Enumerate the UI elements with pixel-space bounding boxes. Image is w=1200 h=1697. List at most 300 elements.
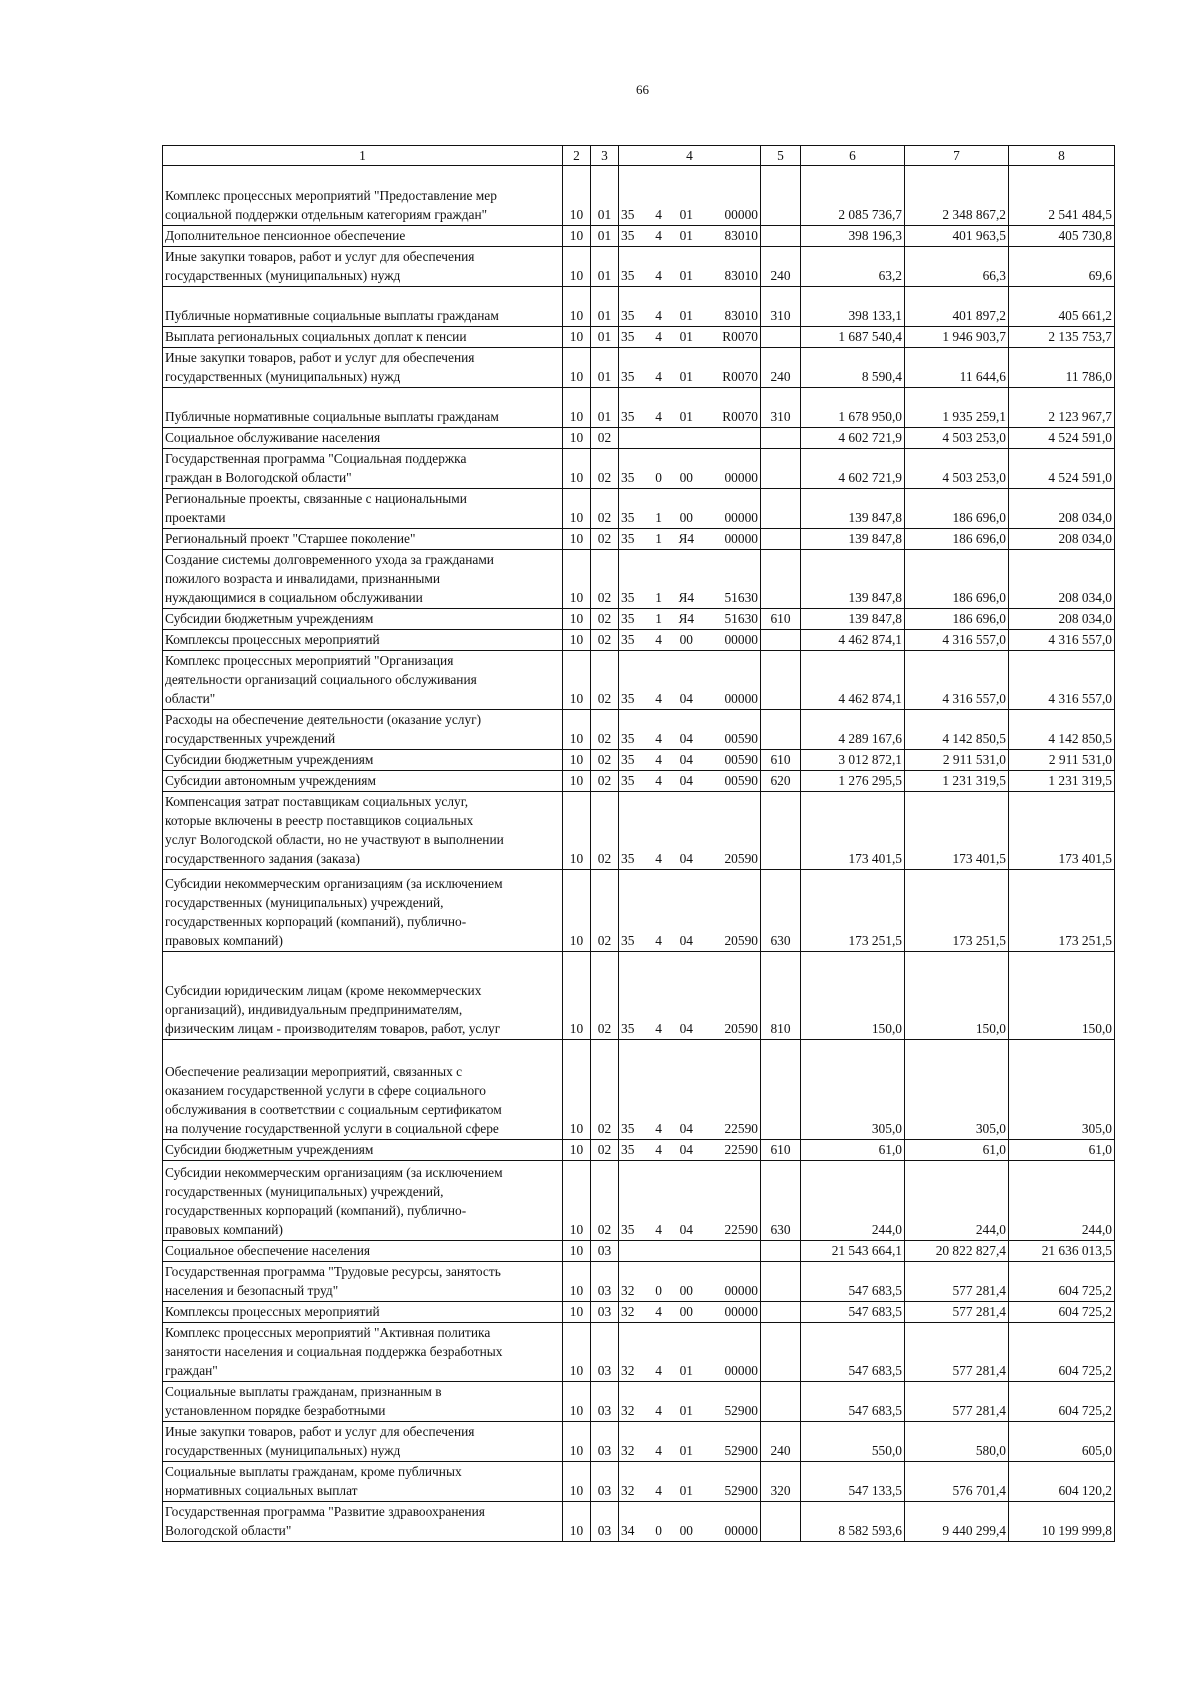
row-target-code bbox=[619, 1140, 761, 1161]
row-value-year-3: 405 661,2 bbox=[1009, 287, 1115, 327]
row-subsection: 01 bbox=[591, 166, 619, 226]
code-part-k4: 83010 bbox=[724, 228, 758, 243]
code-part-k2: 1 bbox=[655, 510, 662, 525]
row-value-year-1: 63,2 bbox=[801, 247, 905, 287]
code-part-k4: 52900 bbox=[724, 1403, 758, 1418]
row-value-year-3: 4 316 557,0 bbox=[1009, 630, 1115, 651]
code-part-k1: 32 bbox=[621, 1283, 635, 1298]
row-value-year-3: 10 199 999,8 bbox=[1009, 1502, 1115, 1542]
code-part-k3: 04 bbox=[679, 691, 693, 706]
row-value-year-3: 604 725,2 bbox=[1009, 1302, 1115, 1323]
row-subsection: 02 bbox=[591, 630, 619, 651]
table-row bbox=[163, 226, 1115, 247]
row-value-year-3: 4 316 557,0 bbox=[1009, 651, 1115, 710]
row-value-year-1: 61,0 bbox=[801, 1140, 905, 1161]
row-subsection: 02 bbox=[591, 792, 619, 870]
code-part-k3: 04 bbox=[679, 851, 693, 866]
code-part-k1: 32 bbox=[621, 1304, 635, 1319]
code-part-k3: 01 bbox=[679, 308, 693, 323]
row-name: Социальное обеспечение населения bbox=[163, 1241, 563, 1262]
row-value-year-2: 173 401,5 bbox=[905, 792, 1009, 870]
row-expense-type bbox=[761, 449, 801, 489]
row-subsection: 01 bbox=[591, 327, 619, 348]
row-value-year-3: 21 636 013,5 bbox=[1009, 1241, 1115, 1262]
row-value-year-3: 173 401,5 bbox=[1009, 792, 1115, 870]
row-value-year-3: 208 034,0 bbox=[1009, 550, 1115, 609]
code-part-k1: 35 bbox=[621, 228, 635, 243]
row-name: Региональные проекты, связанные с национальными проектами bbox=[163, 489, 563, 529]
row-name: Социальные выплаты гражданам, признанным в установленном порядке безработными bbox=[163, 1382, 563, 1422]
row-value-year-3: 2 911 531,0 bbox=[1009, 750, 1115, 771]
row-target-code bbox=[619, 771, 761, 792]
row-value-year-3: 11 786,0 bbox=[1009, 348, 1115, 388]
header-col-3: 3 bbox=[591, 146, 619, 166]
table-row bbox=[163, 550, 1115, 609]
row-target-code bbox=[619, 1502, 761, 1542]
row-expense-type bbox=[761, 166, 801, 226]
row-section: 10 bbox=[563, 609, 591, 630]
row-value-year-3: 4 524 591,0 bbox=[1009, 449, 1115, 489]
code-part-k3: 04 bbox=[679, 731, 693, 746]
row-value-year-1: 4 462 874,1 bbox=[801, 651, 905, 710]
code-part-k4: 00000 bbox=[724, 470, 758, 485]
row-section: 10 bbox=[563, 1382, 591, 1422]
row-section: 10 bbox=[563, 792, 591, 870]
row-name: Субсидии некоммерческим организациям (за исключением государственных (муниципальных) учреждений, государственных корпораций (компаний), публично- правовых компаний) bbox=[163, 1161, 563, 1241]
table-row bbox=[163, 771, 1115, 792]
code-part-k1: 32 bbox=[621, 1483, 635, 1498]
row-name: Иные закупки товаров, работ и услуг для обеспечения государственных (муниципальных) нужд bbox=[163, 247, 563, 287]
code-part-k1: 35 bbox=[621, 207, 635, 222]
row-target-code bbox=[619, 1462, 761, 1502]
row-section: 10 bbox=[563, 750, 591, 771]
code-part-k2: 4 bbox=[655, 1403, 662, 1418]
code-part-k2: 4 bbox=[655, 409, 662, 424]
row-section: 10 bbox=[563, 489, 591, 529]
code-part-k4: 00000 bbox=[724, 207, 758, 222]
table-row bbox=[163, 1462, 1115, 1502]
row-value-year-1: 139 847,8 bbox=[801, 550, 905, 609]
code-part-k2: 0 bbox=[655, 470, 662, 485]
row-name: Субсидии бюджетным учреждениям bbox=[163, 750, 563, 771]
table-row bbox=[163, 529, 1115, 550]
table-row bbox=[163, 287, 1115, 327]
row-value-year-2: 1 946 903,7 bbox=[905, 327, 1009, 348]
code-part-k4: 00000 bbox=[724, 1363, 758, 1378]
row-expense-type bbox=[761, 428, 801, 449]
row-expense-type: 240 bbox=[761, 247, 801, 287]
row-value-year-1: 150,0 bbox=[801, 952, 905, 1040]
row-subsection: 02 bbox=[591, 550, 619, 609]
row-value-year-3: 604 120,2 bbox=[1009, 1462, 1115, 1502]
code-part-k1: 35 bbox=[621, 731, 635, 746]
row-value-year-3: 208 034,0 bbox=[1009, 609, 1115, 630]
row-subsection: 01 bbox=[591, 287, 619, 327]
code-part-k1: 35 bbox=[621, 268, 635, 283]
header-col-4: 4 bbox=[619, 146, 761, 166]
row-subsection: 02 bbox=[591, 428, 619, 449]
row-subsection: 02 bbox=[591, 651, 619, 710]
code-part-k1: 35 bbox=[621, 470, 635, 485]
table-row bbox=[163, 1140, 1115, 1161]
row-value-year-2: 244,0 bbox=[905, 1161, 1009, 1241]
row-section: 10 bbox=[563, 287, 591, 327]
table-row bbox=[163, 1422, 1115, 1462]
row-subsection: 02 bbox=[591, 952, 619, 1040]
row-section: 10 bbox=[563, 630, 591, 651]
table-row bbox=[163, 1241, 1115, 1262]
row-section: 10 bbox=[563, 1462, 591, 1502]
row-expense-type: 310 bbox=[761, 388, 801, 428]
row-subsection: 01 bbox=[591, 226, 619, 247]
row-value-year-2: 66,3 bbox=[905, 247, 1009, 287]
row-value-year-2: 305,0 bbox=[905, 1040, 1009, 1140]
code-part-k3: 04 bbox=[679, 1142, 693, 1157]
row-name: Выплата региональных социальных доплат к пенсии bbox=[163, 327, 563, 348]
code-part-k4: 22590 bbox=[724, 1121, 758, 1136]
code-part-k2: 4 bbox=[655, 632, 662, 647]
table-body bbox=[163, 166, 1115, 1542]
row-value-year-3: 605,0 bbox=[1009, 1422, 1115, 1462]
row-value-year-2: 2 348 867,2 bbox=[905, 166, 1009, 226]
code-part-k3: 01 bbox=[679, 1483, 693, 1498]
row-value-year-1: 2 085 736,7 bbox=[801, 166, 905, 226]
row-subsection: 02 bbox=[591, 449, 619, 489]
code-part-k4: 22590 bbox=[724, 1222, 758, 1237]
row-expense-type bbox=[761, 1262, 801, 1302]
row-section: 10 bbox=[563, 1422, 591, 1462]
row-value-year-2: 186 696,0 bbox=[905, 609, 1009, 630]
row-subsection: 01 bbox=[591, 348, 619, 388]
row-name: Комплексы процессных мероприятий bbox=[163, 630, 563, 651]
row-value-year-2: 1 935 259,1 bbox=[905, 388, 1009, 428]
code-part-k2: 4 bbox=[655, 1021, 662, 1036]
row-expense-type bbox=[761, 630, 801, 651]
row-value-year-1: 4 462 874,1 bbox=[801, 630, 905, 651]
code-part-k2: 4 bbox=[655, 1142, 662, 1157]
row-expense-type: 610 bbox=[761, 750, 801, 771]
row-subsection: 03 bbox=[591, 1382, 619, 1422]
code-part-k3: 04 bbox=[679, 1021, 693, 1036]
row-value-year-2: 150,0 bbox=[905, 952, 1009, 1040]
code-part-k2: 4 bbox=[655, 329, 662, 344]
row-name: Публичные нормативные социальные выплаты гражданам bbox=[163, 388, 563, 428]
row-value-year-3: 150,0 bbox=[1009, 952, 1115, 1040]
row-expense-type: 810 bbox=[761, 952, 801, 1040]
row-name: Комплекс процессных мероприятий "Организация деятельности организаций социального обслуживания области" bbox=[163, 651, 563, 710]
row-expense-type bbox=[761, 1241, 801, 1262]
header-col-1: 1 bbox=[163, 146, 563, 166]
row-subsection: 03 bbox=[591, 1241, 619, 1262]
row-target-code bbox=[619, 609, 761, 630]
row-value-year-1: 547 683,5 bbox=[801, 1302, 905, 1323]
row-target-code bbox=[619, 449, 761, 489]
row-value-year-3: 4 524 591,0 bbox=[1009, 428, 1115, 449]
row-value-year-1: 8 582 593,6 bbox=[801, 1502, 905, 1542]
row-section: 10 bbox=[563, 529, 591, 550]
row-value-year-3: 244,0 bbox=[1009, 1161, 1115, 1241]
code-part-k4: 00590 bbox=[724, 752, 758, 767]
code-part-k4: 00000 bbox=[724, 531, 758, 546]
row-target-code bbox=[619, 1302, 761, 1323]
row-name: Обеспечение реализации мероприятий, связанных с оказанием государственной услуги в сфере социального обслуживания в соответствии с социальным сертификатом на получение государственной услуги в социальной сфере bbox=[163, 1040, 563, 1140]
code-part-k3: 04 bbox=[679, 1121, 693, 1136]
row-section: 10 bbox=[563, 1323, 591, 1382]
row-target-code bbox=[619, 489, 761, 529]
table-row bbox=[163, 489, 1115, 529]
row-value-year-1: 398 133,1 bbox=[801, 287, 905, 327]
row-value-year-2: 186 696,0 bbox=[905, 550, 1009, 609]
row-subsection: 02 bbox=[591, 870, 619, 952]
code-part-k4: 22590 bbox=[724, 1142, 758, 1157]
code-part-k4: R0070 bbox=[722, 409, 758, 424]
row-section: 10 bbox=[563, 348, 591, 388]
code-part-k1: 35 bbox=[621, 329, 635, 344]
code-part-k3: 04 bbox=[679, 773, 693, 788]
row-expense-type: 610 bbox=[761, 1140, 801, 1161]
code-part-k1: 35 bbox=[621, 752, 635, 767]
table-row bbox=[163, 1502, 1115, 1542]
row-value-year-2: 580,0 bbox=[905, 1422, 1009, 1462]
code-part-k3: Я4 bbox=[678, 611, 695, 626]
row-section: 10 bbox=[563, 1262, 591, 1302]
row-name: Субсидии бюджетным учреждениям bbox=[163, 609, 563, 630]
code-part-k4: 00590 bbox=[724, 773, 758, 788]
row-subsection: 02 bbox=[591, 1040, 619, 1140]
row-expense-type bbox=[761, 489, 801, 529]
code-part-k1: 35 bbox=[621, 531, 635, 546]
row-subsection: 02 bbox=[591, 489, 619, 529]
code-part-k4: 00000 bbox=[724, 1283, 758, 1298]
row-value-year-2: 61,0 bbox=[905, 1140, 1009, 1161]
table-row bbox=[163, 952, 1115, 1040]
code-part-k4: 00000 bbox=[724, 1304, 758, 1319]
row-section: 10 bbox=[563, 1502, 591, 1542]
row-name: Субсидии некоммерческим организациям (за исключением государственных (муниципальных) учреждений, государственных корпораций (компаний), публично- правовых компаний) bbox=[163, 870, 563, 952]
row-subsection: 02 bbox=[591, 750, 619, 771]
table-row bbox=[163, 247, 1115, 287]
table-row bbox=[163, 870, 1115, 952]
row-value-year-3: 2 541 484,5 bbox=[1009, 166, 1115, 226]
header-col-5: 5 bbox=[761, 146, 801, 166]
row-value-year-1: 547 133,5 bbox=[801, 1462, 905, 1502]
code-part-k2: 4 bbox=[655, 851, 662, 866]
row-value-year-3: 2 135 753,7 bbox=[1009, 327, 1115, 348]
row-section: 10 bbox=[563, 327, 591, 348]
header-row bbox=[163, 146, 1115, 166]
row-value-year-1: 139 847,8 bbox=[801, 609, 905, 630]
code-part-k3: 04 bbox=[679, 1222, 693, 1237]
row-target-code bbox=[619, 1262, 761, 1302]
code-part-k2: 4 bbox=[655, 228, 662, 243]
row-name: Создание системы долговременного ухода за гражданами пожилого возраста и инвалидами, признанными нуждающимися в социальном обслуживании bbox=[163, 550, 563, 609]
row-value-year-1: 4 602 721,9 bbox=[801, 428, 905, 449]
table-row bbox=[163, 388, 1115, 428]
row-expense-type: 240 bbox=[761, 348, 801, 388]
code-part-k1: 35 bbox=[621, 590, 635, 605]
code-part-k1: 35 bbox=[621, 1021, 635, 1036]
row-section: 10 bbox=[563, 952, 591, 1040]
row-value-year-1: 139 847,8 bbox=[801, 489, 905, 529]
code-part-k2: 4 bbox=[655, 752, 662, 767]
row-subsection: 02 bbox=[591, 1140, 619, 1161]
row-value-year-3: 69,6 bbox=[1009, 247, 1115, 287]
row-target-code bbox=[619, 327, 761, 348]
row-section: 10 bbox=[563, 449, 591, 489]
table-row bbox=[163, 1323, 1115, 1382]
row-name: Иные закупки товаров, работ и услуг для обеспечения государственных (муниципальных) нужд bbox=[163, 348, 563, 388]
row-expense-type: 310 bbox=[761, 287, 801, 327]
code-part-k2: 4 bbox=[655, 1363, 662, 1378]
code-part-k4: 83010 bbox=[724, 308, 758, 323]
code-part-k1: 35 bbox=[621, 851, 635, 866]
table-row bbox=[163, 166, 1115, 226]
row-value-year-3: 305,0 bbox=[1009, 1040, 1115, 1140]
row-name: Дополнительное пенсионное обеспечение bbox=[163, 226, 563, 247]
code-part-k3: 00 bbox=[679, 1283, 693, 1298]
row-section: 10 bbox=[563, 651, 591, 710]
code-part-k2: 4 bbox=[655, 369, 662, 384]
row-value-year-1: 3 012 872,1 bbox=[801, 750, 905, 771]
code-part-k4: R0070 bbox=[722, 369, 758, 384]
row-name: Расходы на обеспечение деятельности (оказание услуг) государственных учреждений bbox=[163, 710, 563, 750]
row-subsection: 03 bbox=[591, 1462, 619, 1502]
code-part-k1: 35 bbox=[621, 308, 635, 323]
code-part-k1: 35 bbox=[621, 632, 635, 647]
code-part-k3: Я4 bbox=[678, 590, 695, 605]
row-value-year-3: 2 123 967,7 bbox=[1009, 388, 1115, 428]
code-part-k4: 00000 bbox=[724, 1523, 758, 1538]
row-section: 10 bbox=[563, 870, 591, 952]
row-expense-type bbox=[761, 710, 801, 750]
row-value-year-2: 9 440 299,4 bbox=[905, 1502, 1009, 1542]
row-section: 10 bbox=[563, 550, 591, 609]
row-target-code bbox=[619, 1422, 761, 1462]
code-part-k4: 00000 bbox=[724, 510, 758, 525]
code-part-k2: 4 bbox=[655, 308, 662, 323]
row-value-year-2: 4 316 557,0 bbox=[905, 630, 1009, 651]
table-row bbox=[163, 449, 1115, 489]
row-name: Субсидии бюджетным учреждениям bbox=[163, 1140, 563, 1161]
row-section: 10 bbox=[563, 710, 591, 750]
code-part-k1: 35 bbox=[621, 773, 635, 788]
table-row bbox=[163, 1040, 1115, 1140]
code-part-k3: 01 bbox=[679, 1363, 693, 1378]
code-part-k2: 4 bbox=[655, 1443, 662, 1458]
table-row bbox=[163, 609, 1115, 630]
row-expense-type bbox=[761, 1382, 801, 1422]
row-section: 10 bbox=[563, 388, 591, 428]
row-value-year-1: 547 683,5 bbox=[801, 1323, 905, 1382]
table-row bbox=[163, 710, 1115, 750]
code-part-k1: 32 bbox=[621, 1443, 635, 1458]
row-value-year-2: 4 503 253,0 bbox=[905, 449, 1009, 489]
row-value-year-2: 577 281,4 bbox=[905, 1323, 1009, 1382]
row-value-year-1: 173 251,5 bbox=[801, 870, 905, 952]
code-part-k3: 04 bbox=[679, 933, 693, 948]
code-part-k3: 04 bbox=[679, 752, 693, 767]
header-col-6: 6 bbox=[801, 146, 905, 166]
row-target-code bbox=[619, 428, 761, 449]
row-section: 10 bbox=[563, 1161, 591, 1241]
row-value-year-2: 11 644,6 bbox=[905, 348, 1009, 388]
code-part-k3: Я4 bbox=[678, 531, 695, 546]
code-part-k3: 00 bbox=[679, 510, 693, 525]
row-expense-type: 630 bbox=[761, 870, 801, 952]
row-value-year-2: 20 822 827,4 bbox=[905, 1241, 1009, 1262]
row-name: Субсидии юридическим лицам (кроме некоммерческих организаций), индивидуальным предпринимателям, физическим лицам - производителям товаров, работ, услуг bbox=[163, 952, 563, 1040]
row-subsection: 03 bbox=[591, 1422, 619, 1462]
row-name: Социальные выплаты гражданам, кроме публичных нормативных социальных выплат bbox=[163, 1462, 563, 1502]
row-target-code bbox=[619, 1040, 761, 1140]
code-part-k3: 01 bbox=[679, 369, 693, 384]
row-name: Государственная программа "Социальная поддержка граждан в Вологодской области" bbox=[163, 449, 563, 489]
row-value-year-1: 139 847,8 bbox=[801, 529, 905, 550]
code-part-k4: 20590 bbox=[724, 1021, 758, 1036]
header-col-2: 2 bbox=[563, 146, 591, 166]
row-expense-type bbox=[761, 529, 801, 550]
table-row bbox=[163, 750, 1115, 771]
code-part-k3: 01 bbox=[679, 1443, 693, 1458]
code-part-k3: 01 bbox=[679, 329, 693, 344]
row-name: Комплексы процессных мероприятий bbox=[163, 1302, 563, 1323]
row-expense-type bbox=[761, 651, 801, 710]
code-part-k2: 4 bbox=[655, 773, 662, 788]
row-name: Региональный проект "Старшее поколение" bbox=[163, 529, 563, 550]
row-name: Социальное обслуживание населения bbox=[163, 428, 563, 449]
row-value-year-3: 61,0 bbox=[1009, 1140, 1115, 1161]
row-name: Публичные нормативные социальные выплаты гражданам bbox=[163, 287, 563, 327]
row-section: 10 bbox=[563, 428, 591, 449]
code-part-k3: 01 bbox=[679, 1403, 693, 1418]
row-value-year-1: 173 401,5 bbox=[801, 792, 905, 870]
code-part-k2: 0 bbox=[655, 1283, 662, 1298]
header-col-8: 8 bbox=[1009, 146, 1115, 166]
row-target-code bbox=[619, 1161, 761, 1241]
row-target-code bbox=[619, 870, 761, 952]
row-target-code bbox=[619, 550, 761, 609]
row-target-code bbox=[619, 710, 761, 750]
row-section: 10 bbox=[563, 166, 591, 226]
row-expense-type bbox=[761, 1323, 801, 1382]
row-subsection: 02 bbox=[591, 710, 619, 750]
code-part-k1: 35 bbox=[621, 409, 635, 424]
code-part-k4: 51630 bbox=[724, 611, 758, 626]
row-target-code bbox=[619, 166, 761, 226]
row-value-year-2: 1 231 319,5 bbox=[905, 771, 1009, 792]
row-target-code bbox=[619, 287, 761, 327]
code-part-k1: 32 bbox=[621, 1403, 635, 1418]
row-value-year-1: 1 276 295,5 bbox=[801, 771, 905, 792]
page-number: 66 bbox=[636, 82, 649, 97]
row-target-code bbox=[619, 247, 761, 287]
row-value-year-2: 4 316 557,0 bbox=[905, 651, 1009, 710]
table-row bbox=[163, 1161, 1115, 1241]
row-value-year-2: 4 142 850,5 bbox=[905, 710, 1009, 750]
row-section: 10 bbox=[563, 771, 591, 792]
row-target-code bbox=[619, 750, 761, 771]
code-part-k2: 4 bbox=[655, 1483, 662, 1498]
table-row bbox=[163, 348, 1115, 388]
row-value-year-1: 4 602 721,9 bbox=[801, 449, 905, 489]
code-part-k1: 35 bbox=[621, 510, 635, 525]
code-part-k2: 4 bbox=[655, 1222, 662, 1237]
row-value-year-3: 173 251,5 bbox=[1009, 870, 1115, 952]
row-value-year-1: 8 590,4 bbox=[801, 348, 905, 388]
row-value-year-1: 21 543 664,1 bbox=[801, 1241, 905, 1262]
row-target-code bbox=[619, 529, 761, 550]
row-name: Комплекс процессных мероприятий "Предоставление мер социальной поддержки отдельным категориям граждан" bbox=[163, 166, 563, 226]
